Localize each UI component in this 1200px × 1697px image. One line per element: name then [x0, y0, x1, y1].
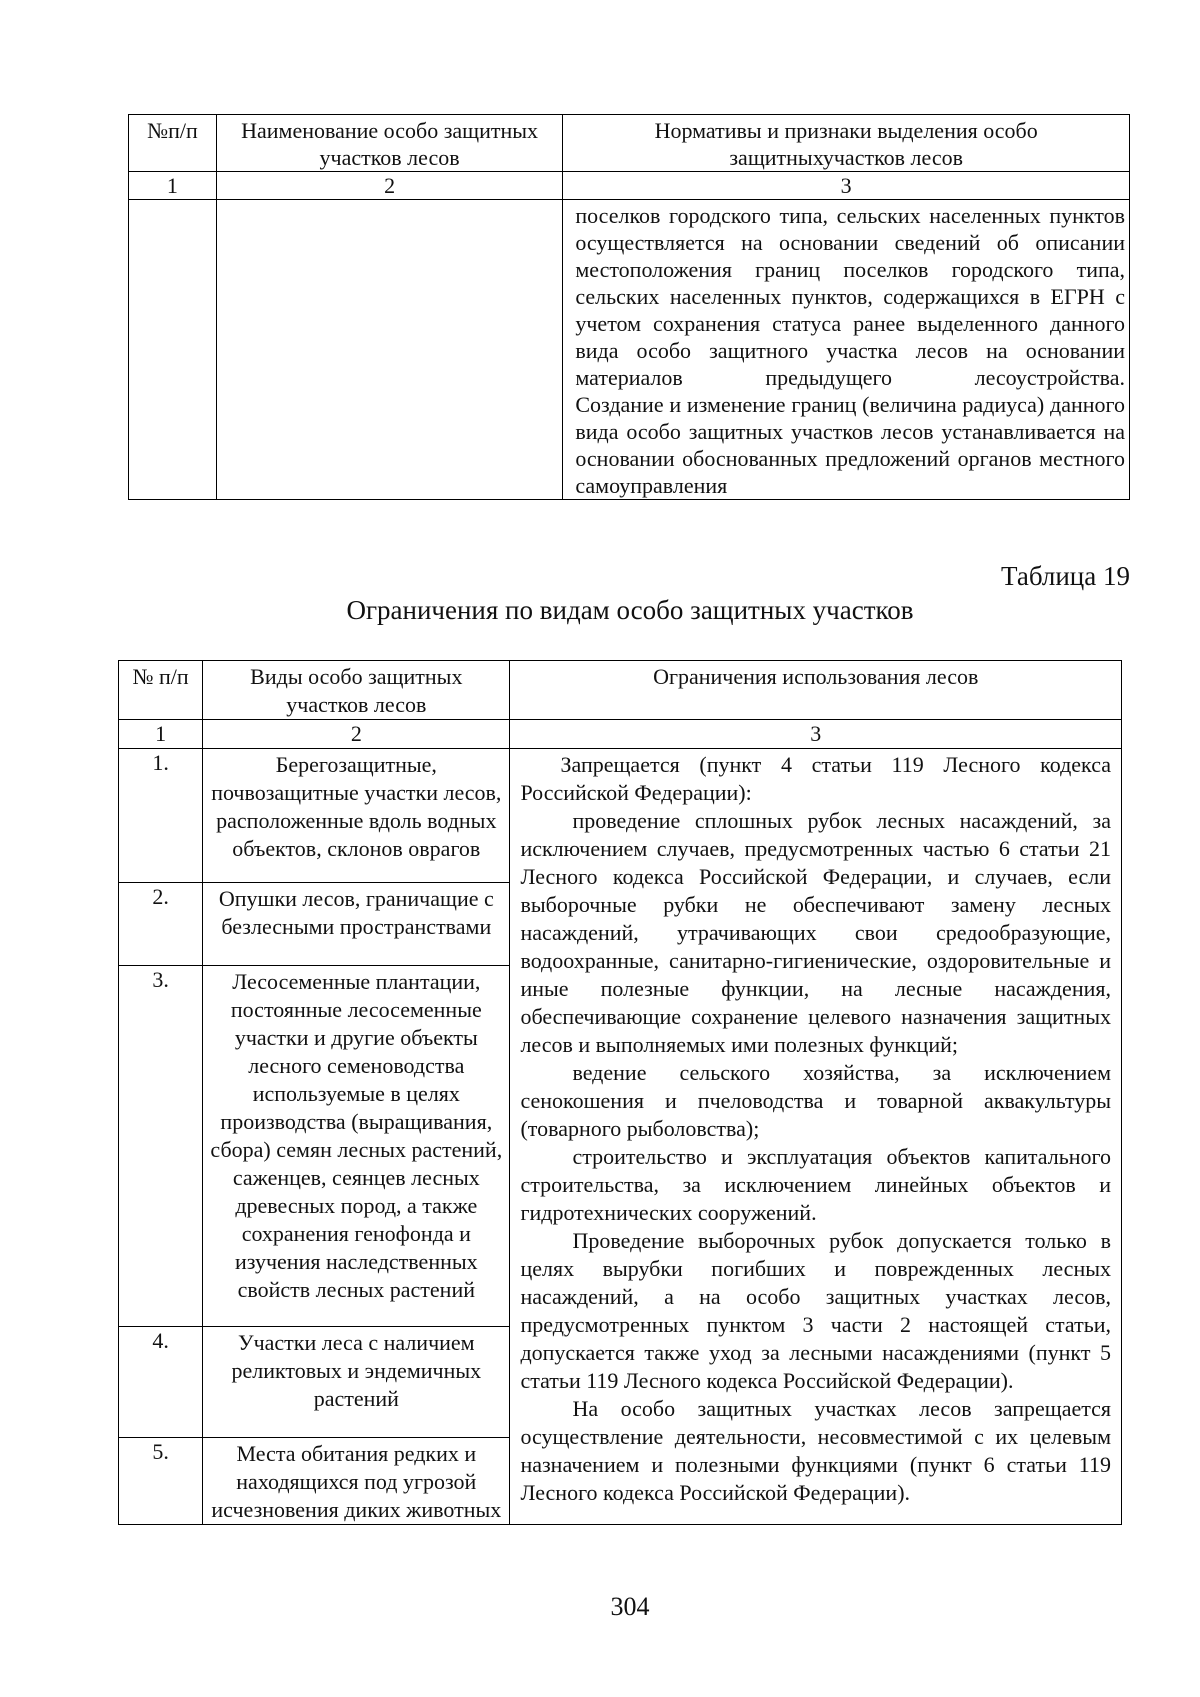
header-number: № п/п — [119, 661, 203, 720]
restriction-paragraph: На особо защитных участках лесов запрещается осуществление деятельности, несовместимой с их целевым назначением и полезными функциями (пункт 6 статьи 119 Лесного кодекса Российской Федерации). — [520, 1396, 1111, 1505]
column-number-row — [119, 720, 1122, 749]
row-number: 4. — [119, 1327, 203, 1438]
column-number: 3 — [510, 720, 1122, 749]
row-number: 3. — [119, 966, 203, 1327]
table-label: Таблица 19 — [1001, 561, 1130, 591]
area-kind: Участки леса с наличием реликтовых и эндемичных растений — [203, 1327, 510, 1438]
restriction-paragraph: Проведение выборочных рубок допускается только в целях вырубки погибших и поврежденных лесных насаждений, а на особо защитных участках лесов, предусмотренных пунктом 3 части 2 настоящей статьи, допускается также уход за лесными насаждениями (пункт 5 статьи 119 Лесного кодекса Российской Федерации). — [520, 1228, 1111, 1393]
column-number: 3 — [563, 172, 1130, 200]
table-continuation — [128, 114, 1130, 500]
table-header-row — [129, 115, 1130, 172]
header-norms: Нормативы и признаки выделения особо защитныхучастков лесов — [563, 115, 1130, 172]
column-number: 2 — [203, 720, 510, 749]
norms-cell — [563, 200, 1130, 500]
norms-paragraph: поселков городского типа, сельских населенных пунктов осуществляется на основании сведений об описании местоположения границ поселков городского типа, сельских населенных пунктов, содержащихся в ЕГРН с учетом сохранения статуса ранее выделенного данного вида особо защитного участка лесов на основании материалов предыдущего лесоустройства. — [575, 203, 1125, 390]
header-restrictions: Ограничения использования лесов — [510, 661, 1122, 720]
area-kind: Лесосеменные плантации, постоянные лесосеменные участки и другие объекты лесного семеноводства используемые в целях производства (выращивания, сбора) семян лесных растений, саженцев, сеянцев лесных древесных пород, а также сохранения генофонда и изучения наследственных свойств лесных растений — [203, 966, 510, 1327]
column-number: 1 — [119, 720, 203, 749]
table-row — [119, 749, 1122, 883]
restriction-paragraph: строительство и эксплуатация объектов капитального строительства, за исключением линейных объектов и гидротехнических сооружений. — [520, 1144, 1111, 1225]
empty-cell — [216, 200, 563, 500]
column-number-row — [129, 172, 1130, 200]
table-header-row — [119, 661, 1122, 720]
table-row — [129, 200, 1130, 500]
restrictions-table — [118, 660, 1122, 1525]
column-number: 1 — [129, 172, 217, 200]
row-number: 1. — [119, 749, 203, 883]
area-kind: Берегозащитные, почвозащитные участки лесов, расположенные вдоль водных объектов, склонов оврагов — [203, 749, 510, 883]
row-number: 5. — [119, 1438, 203, 1525]
header-name: Наименование особо защитных участков лесов — [216, 115, 563, 172]
restrictions-cell — [510, 749, 1122, 1525]
header-number: №п/п — [129, 115, 217, 172]
restriction-paragraph: проведение сплошных рубок лесных насаждений, за исключением случаев, предусмотренных частью 6 статьи 21 Лесного кодекса Российской Федерации, и случаев, если выборочные рубки не обеспечивают замену лесных насаждений, утрачивающих свои средообразующие, водоохранные, санитарно-гигиенические, оздоровительные и иные полезные функции, на лесные насаждения, обеспечивающие сохранение целевого назначения защитных лесов и выполняемых ими полезных функций; — [520, 808, 1111, 1057]
area-kind: Опушки лесов, граничащие с безлесными пространствами — [203, 883, 510, 966]
norms-paragraph: Создание и изменение границ (величина радиуса) данного вида особо защитных участков лесов устанавливается на основании обоснованных предложений органов местного самоуправления — [575, 392, 1125, 498]
table-title: Ограничения по видам особо защитных участков — [346, 595, 914, 625]
column-number: 2 — [216, 172, 563, 200]
restriction-paragraph: ведение сельского хозяйства, за исключением сенокошения и пчеловодства и товарной аквакультуры (товарного рыболовства); — [520, 1060, 1111, 1141]
restriction-paragraph: Запрещается (пункт 4 статьи 119 Лесного кодекса Российской Федерации): — [520, 752, 1111, 805]
row-number: 2. — [119, 883, 203, 966]
page-number: 304 — [610, 1592, 650, 1621]
empty-cell — [129, 200, 217, 500]
header-kinds: Виды особо защитных участков лесов — [203, 661, 510, 720]
area-kind: Места обитания редких и находящихся под угрозой исчезновения диких животных — [203, 1438, 510, 1525]
